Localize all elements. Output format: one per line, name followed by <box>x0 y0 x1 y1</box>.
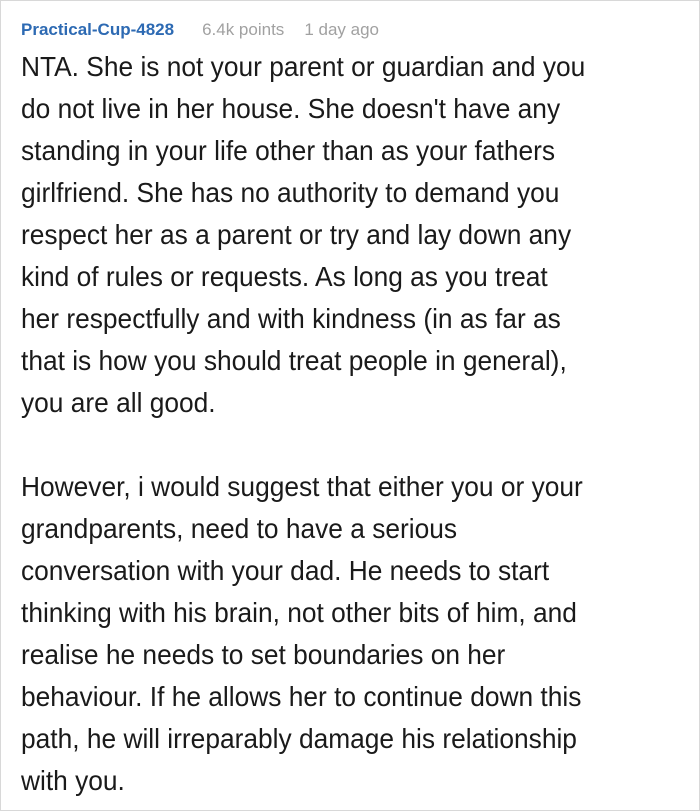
comment-line: kind of rules or requests. As long as you treat <box>21 261 548 292</box>
comment-line: her respectfully and with kindness (in as far as <box>21 303 561 334</box>
comment-line: grandparents, need to have a serious <box>21 513 458 544</box>
comment-line: thinking with his brain, not other bits of him, and <box>21 597 577 628</box>
comment-line: conversation with your dad. He needs to start <box>21 555 550 586</box>
comment-body <box>1 46 699 802</box>
comment-paragraph <box>21 46 658 424</box>
comment-line: behaviour. If he allows her to continue down this <box>21 681 582 712</box>
comment-line: However, i would suggest that either you or your <box>21 471 583 502</box>
comment-points: 6.4k points <box>202 20 285 39</box>
comment-line: do not live in her house. She doesn't have any <box>21 93 561 124</box>
comment-line: respect her as a parent or try and lay down any <box>21 219 572 250</box>
comment-line: you are all good. <box>21 387 216 418</box>
comment-line: path, he will irreparably damage his relationship <box>21 723 577 754</box>
comment-timestamp: 1 day ago <box>304 20 379 39</box>
comment-line: realise he needs to set boundaries on her <box>21 639 506 670</box>
comment-author-link[interactable]: Practical-Cup-4828 <box>21 20 175 39</box>
comment-line: NTA. She is not your parent or guardian and you <box>21 51 586 82</box>
comment-line: that is how you should treat people in general), <box>21 345 567 376</box>
comment-header <box>1 1 699 41</box>
comment-line: girlfriend. She has no authority to demand you <box>21 177 560 208</box>
comment-line: standing in your life other than as your fathers <box>21 135 556 166</box>
comment-line: with you. <box>21 765 125 796</box>
comment-paragraph <box>21 466 658 802</box>
